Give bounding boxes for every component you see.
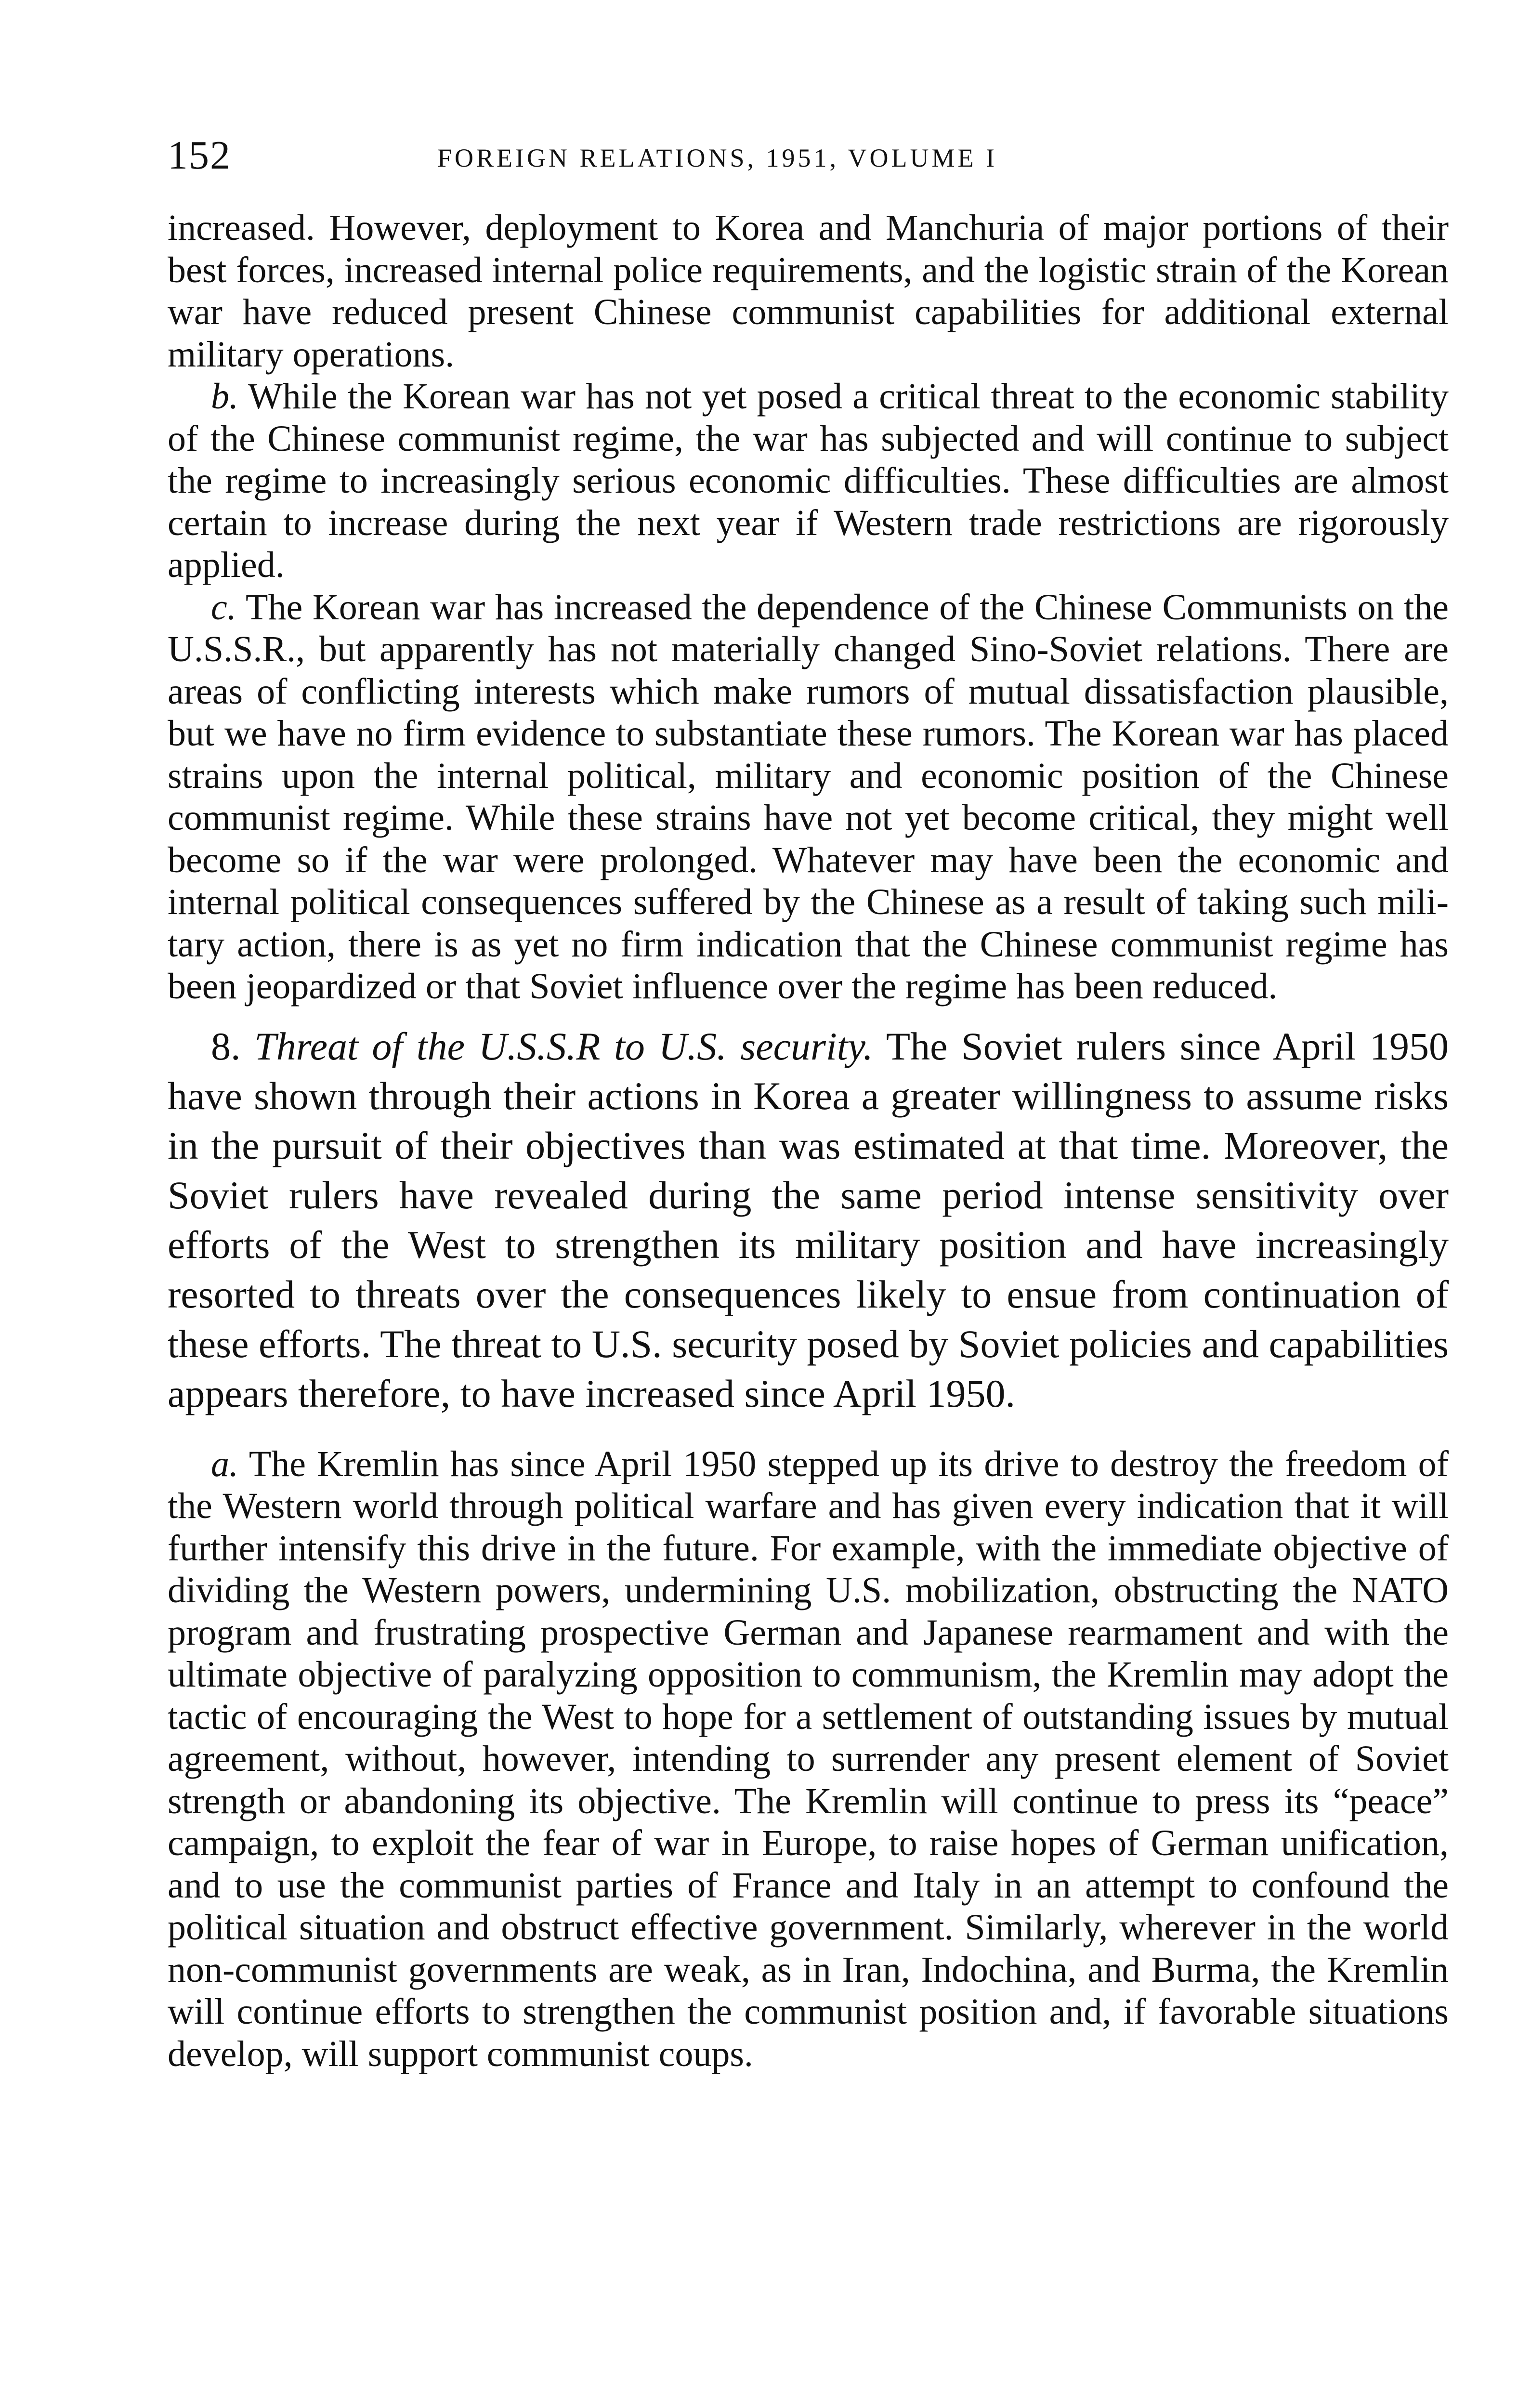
paragraph-heading: Threat of the U.S.S.R to U.S. security. [254, 1024, 873, 1068]
paragraph-text: increased. However, deployment to Korea and Manchuria of major portions of their best forces, increased internal police requirements, and the logistic strain of the Korean war have reduced present Chinese communist capabilities for additional external military operations. [168, 208, 1449, 375]
paragraph-8 [168, 1021, 1449, 1418]
paragraph-text: The Kremlin has since April 1950 stepped up its drive to destroy the freedom of the Western world through political warfare and has given every indication that it will further intensify this drive in the future. For example, with the immediate objective of dividing the Western powers, undermining U.S. mobilization, obstructing the NATO program and frustrating prospective German and Japanese rearmament and with the ultimate objective of paralyzing opposition to communism, the Kremlin may adopt the tactic of encouraging the West to hope for a settlement of outstanding issues by mutual agreement, without, however, intending to surrender any present element of Soviet strength or abandoning its objective. The Kremlin will continue to press its “peace” campaign, to exploit the fear of war in Europe, to raise hopes of German unification, and to use the communist parties of France and Italy in an attempt to confound the political situation and obstruct effective government. Similarly, wherever in the world non-communist governments are weak, as in Iran, Indochina, and Burma, the Kremlin will continue efforts to strengthen the communist position and, if favorable situations develop, will support communist coups. [168, 1443, 1449, 2074]
paragraph-text: The Soviet rulers since April 1950 have shown through their actions in Korea a greater willingness to assume risks in the pursuit of their objectives than was estimated at that time. Moreover, the Soviet rulers have revealed during the same period intense sensitivity over efforts of the West to strengthen its military position and have increasingly resorted to threats over the consequences likely to ensue from continuation of these efforts. The threat to U.S. security posed by Soviet policies and capabilities appears therefore, to have increased since April 1950. [168, 1024, 1449, 1415]
paragraph-text: The Korean war has increased the dependence of the Chinese Communists on the U.S.S.R., but apparently has not materially changed Sino-Soviet relations. There are areas of conflicting interests which make rumors of mutual dissatisfaction plausible, but we have no firm evidence to substantiate these rumors. The Korean war has placed strains upon the internal political, military and economic position of the Chinese communist regime. While these strains have not yet become critical, they might well become so if the war were prolonged. Whatever may have been the economic and internal political consequences suffered by the Chinese as a result of taking such military action, there is as yet no firm indication that the Chinese communist regime has been jeopardized or that Soviet influence over the regime has been reduced. [168, 587, 1449, 1007]
page-header [168, 129, 1449, 182]
paragraph-continuation [168, 207, 1449, 376]
paragraph-a [168, 1443, 1449, 2076]
paragraph-label: b. [211, 376, 238, 417]
paragraph-text: While the Korean war has not yet posed a critical threat to the economic stability of the Chinese communist regime, the war has subjected and will continue to subject the regime to increasingly serious economic difficulties. These difficulties are almost certain to increase during the next year if Western trade restrictions are rigorously applied. [168, 376, 1449, 585]
paragraph-label: c. [211, 587, 236, 628]
paragraph-b [168, 376, 1449, 587]
paragraph-c [168, 587, 1449, 1008]
paragraph-number: 8. [211, 1024, 241, 1068]
body-text [168, 207, 1449, 2075]
running-title: FOREIGN RELATIONS, 1951, VOLUME I [437, 144, 997, 172]
paragraph-label: a. [211, 1443, 238, 1484]
page-number: 152 [168, 133, 231, 178]
